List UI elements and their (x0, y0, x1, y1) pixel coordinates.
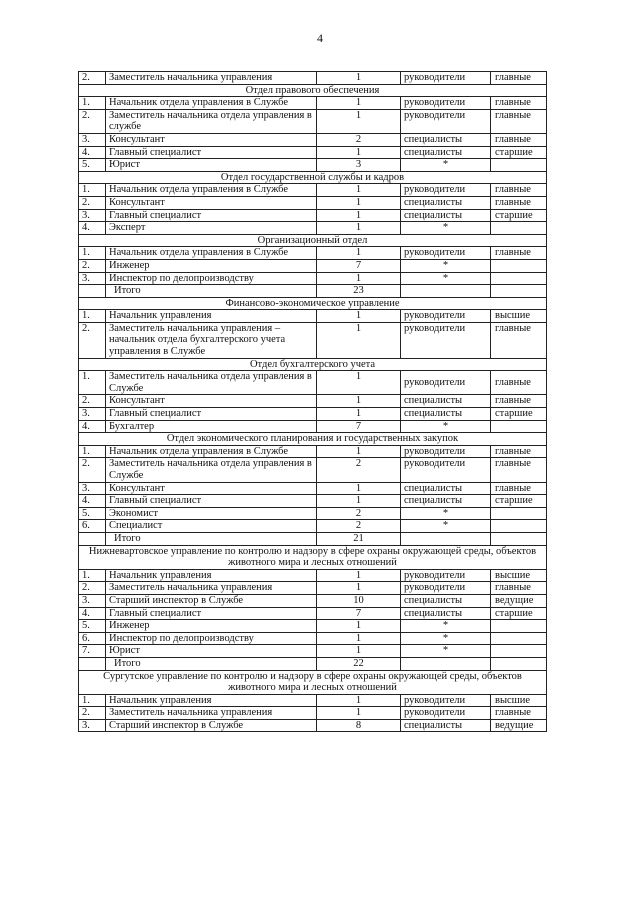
row-number: 4. (79, 495, 106, 508)
row-number: 2. (79, 582, 106, 595)
position-row (79, 97, 547, 110)
position-count: 2 (317, 133, 401, 146)
row-number: 2. (79, 395, 106, 408)
position-row (79, 184, 547, 197)
position-group (491, 159, 547, 172)
position-name: Главный специалист (106, 408, 317, 421)
department-title: Сургутское управление по контролю и надзору в сфере охраны окружающей среды, объектов животного мира и лесных отношений (79, 670, 547, 694)
position-category: * (401, 420, 491, 433)
position-row (79, 196, 547, 209)
position-name: Начальник управления (106, 569, 317, 582)
position-name: Консультант (106, 196, 317, 209)
category-cell (401, 285, 491, 298)
position-count: 3 (317, 159, 401, 172)
position-category: руководители (401, 184, 491, 197)
position-name: Экономист (106, 507, 317, 520)
position-group: главные (491, 133, 547, 146)
position-category: * (401, 520, 491, 533)
row-number: 5. (79, 620, 106, 633)
position-count: 1 (317, 322, 401, 358)
row-number: 3. (79, 719, 106, 732)
position-category: руководители (401, 707, 491, 720)
row-number: 4. (79, 420, 106, 433)
position-group: главные (491, 109, 547, 133)
position-group (491, 420, 547, 433)
position-row (79, 594, 547, 607)
position-category: руководители (401, 569, 491, 582)
position-category: специалисты (401, 408, 491, 421)
department-title: Организационный отдел (79, 234, 547, 247)
position-category: руководители (401, 445, 491, 458)
position-category: * (401, 645, 491, 658)
position-row (79, 458, 547, 482)
row-number: 2. (79, 72, 106, 85)
department-header-row (79, 358, 547, 371)
row-number-cell (79, 285, 106, 298)
position-count: 1 (317, 395, 401, 408)
row-number: 2. (79, 322, 106, 358)
position-count: 1 (317, 146, 401, 159)
position-name: Заместитель начальника управления (106, 707, 317, 720)
position-group (491, 520, 547, 533)
position-name: Специалист (106, 520, 317, 533)
position-row (79, 420, 547, 433)
position-name: Эксперт (106, 222, 317, 235)
position-row (79, 495, 547, 508)
row-number: 4. (79, 146, 106, 159)
position-group: высшие (491, 569, 547, 582)
position-category: руководители (401, 247, 491, 260)
position-count: 1 (317, 694, 401, 707)
row-number: 1. (79, 569, 106, 582)
row-number: 1. (79, 445, 106, 458)
position-category: руководители (401, 322, 491, 358)
row-number: 6. (79, 520, 106, 533)
row-number: 1. (79, 694, 106, 707)
position-row (79, 569, 547, 582)
position-name: Заместитель начальника управления (106, 582, 317, 595)
row-number: 2. (79, 707, 106, 720)
total-label: Итого (106, 285, 317, 298)
position-group: главные (491, 97, 547, 110)
position-row (79, 222, 547, 235)
position-row (79, 408, 547, 421)
department-header-row (79, 234, 547, 247)
position-name: Заместитель начальника управления (106, 72, 317, 85)
position-row (79, 72, 547, 85)
department-header-row (79, 545, 547, 569)
position-row (79, 209, 547, 222)
row-number-cell (79, 532, 106, 545)
position-group: главные (491, 72, 547, 85)
position-category: специалисты (401, 133, 491, 146)
position-group: главные (491, 458, 547, 482)
position-category: * (401, 620, 491, 633)
position-group (491, 645, 547, 658)
row-number: 3. (79, 133, 106, 146)
position-name: Инженер (106, 620, 317, 633)
position-count: 1 (317, 196, 401, 209)
position-group (491, 632, 547, 645)
department-title: Отдел бухгалтерского учета (79, 358, 547, 371)
row-number: 1. (79, 310, 106, 323)
position-row (79, 322, 547, 358)
position-count: 2 (317, 458, 401, 482)
position-count: 2 (317, 507, 401, 520)
position-category: руководители (401, 97, 491, 110)
position-name: Старший инспектор в Службе (106, 594, 317, 607)
position-row (79, 259, 547, 272)
position-count: 1 (317, 707, 401, 720)
department-title: Отдел экономического планирования и государственных закупок (79, 433, 547, 446)
total-count: 22 (317, 657, 401, 670)
position-row (79, 146, 547, 159)
position-count: 1 (317, 645, 401, 658)
position-name: Начальник отдела управления в Службе (106, 184, 317, 197)
position-category: руководители (401, 458, 491, 482)
position-name: Инспектор по делопроизводству (106, 632, 317, 645)
department-title: Отдел правового обеспечения (79, 84, 547, 97)
position-group: старшие (491, 495, 547, 508)
position-row (79, 482, 547, 495)
row-number: 2. (79, 458, 106, 482)
position-category: специалисты (401, 719, 491, 732)
row-number: 2. (79, 196, 106, 209)
position-name: Консультант (106, 482, 317, 495)
position-count: 1 (317, 632, 401, 645)
position-name: Консультант (106, 395, 317, 408)
group-cell (491, 657, 547, 670)
position-name: Главный специалист (106, 209, 317, 222)
total-label: Итого (106, 532, 317, 545)
position-group: главные (491, 322, 547, 358)
position-count: 1 (317, 408, 401, 421)
position-category: * (401, 222, 491, 235)
position-group: главные (491, 582, 547, 595)
position-group: главные (491, 482, 547, 495)
row-number: 4. (79, 607, 106, 620)
position-group: старшие (491, 209, 547, 222)
position-category: специалисты (401, 146, 491, 159)
position-count: 1 (317, 72, 401, 85)
position-group: главные (491, 247, 547, 260)
position-count: 2 (317, 520, 401, 533)
position-name: Старший инспектор в Службе (106, 719, 317, 732)
position-name: Главный специалист (106, 607, 317, 620)
category-cell (401, 657, 491, 670)
row-number: 5. (79, 159, 106, 172)
position-group: старшие (491, 146, 547, 159)
position-row (79, 582, 547, 595)
position-group (491, 259, 547, 272)
position-group: высшие (491, 310, 547, 323)
department-header-row (79, 171, 547, 184)
position-category: * (401, 272, 491, 285)
row-number: 3. (79, 594, 106, 607)
position-row (79, 247, 547, 260)
row-number: 5. (79, 507, 106, 520)
position-group: старшие (491, 607, 547, 620)
row-number: 1. (79, 247, 106, 260)
position-count: 1 (317, 371, 401, 395)
position-group: главные (491, 371, 547, 395)
row-number: 7. (79, 645, 106, 658)
position-row (79, 520, 547, 533)
position-row (79, 133, 547, 146)
total-count: 21 (317, 532, 401, 545)
position-count: 1 (317, 209, 401, 222)
position-name: Главный специалист (106, 146, 317, 159)
position-name: Заместитель начальника отдела управления в Службе (106, 371, 317, 395)
position-name: Начальник отдела управления в Службе (106, 247, 317, 260)
position-count: 7 (317, 420, 401, 433)
department-header-row (79, 297, 547, 310)
position-row (79, 395, 547, 408)
position-row (79, 159, 547, 172)
position-count: 1 (317, 109, 401, 133)
position-row (79, 694, 547, 707)
position-group: ведущие (491, 594, 547, 607)
position-row (79, 272, 547, 285)
position-name: Бухгалтер (106, 420, 317, 433)
row-number: 3. (79, 272, 106, 285)
group-cell (491, 532, 547, 545)
category-cell (401, 532, 491, 545)
position-category: руководители (401, 582, 491, 595)
position-category: руководители (401, 109, 491, 133)
row-number: 1. (79, 184, 106, 197)
position-category: специалисты (401, 594, 491, 607)
position-row (79, 507, 547, 520)
position-row (79, 371, 547, 395)
position-category: руководители (401, 371, 491, 395)
position-count: 10 (317, 594, 401, 607)
total-row (79, 657, 547, 670)
position-name: Консультант (106, 133, 317, 146)
position-count: 8 (317, 719, 401, 732)
position-category: * (401, 259, 491, 272)
row-number: 1. (79, 97, 106, 110)
position-row (79, 707, 547, 720)
position-category: * (401, 159, 491, 172)
row-number: 3. (79, 482, 106, 495)
position-name: Инженер (106, 259, 317, 272)
position-group (491, 507, 547, 520)
position-name: Юрист (106, 645, 317, 658)
position-category: специалисты (401, 196, 491, 209)
group-cell (491, 285, 547, 298)
staffing-table (78, 71, 547, 732)
position-group: ведущие (491, 719, 547, 732)
position-category: руководители (401, 72, 491, 85)
position-row (79, 607, 547, 620)
position-category: специалисты (401, 607, 491, 620)
position-name: Начальник управления (106, 310, 317, 323)
position-group: главные (491, 445, 547, 458)
position-group (491, 620, 547, 633)
position-count: 1 (317, 247, 401, 260)
position-count: 1 (317, 445, 401, 458)
department-title: Финансово-экономическое управление (79, 297, 547, 310)
department-title: Отдел государственной службы и кадров (79, 171, 547, 184)
position-count: 1 (317, 184, 401, 197)
position-count: 7 (317, 259, 401, 272)
position-name: Заместитель начальника управления – начальник отдела бухгалтерского учета управления в Службе (106, 322, 317, 358)
position-category: * (401, 507, 491, 520)
position-category: специалисты (401, 395, 491, 408)
position-name: Заместитель начальника отдела управления в Службе (106, 458, 317, 482)
position-row (79, 620, 547, 633)
total-count: 23 (317, 285, 401, 298)
position-row (79, 645, 547, 658)
position-count: 1 (317, 482, 401, 495)
position-count: 1 (317, 620, 401, 633)
position-name: Начальник отдела управления в Службе (106, 445, 317, 458)
position-count: 7 (317, 607, 401, 620)
row-number: 2. (79, 259, 106, 272)
position-name: Начальник отдела управления в Службе (106, 97, 317, 110)
position-name: Начальник управления (106, 694, 317, 707)
position-category: специалисты (401, 482, 491, 495)
row-number: 1. (79, 371, 106, 395)
position-count: 1 (317, 222, 401, 235)
row-number: 3. (79, 408, 106, 421)
position-row (79, 109, 547, 133)
position-group: главные (491, 707, 547, 720)
position-name: Заместитель начальника отдела управления в службе (106, 109, 317, 133)
position-count: 1 (317, 582, 401, 595)
department-header-row (79, 84, 547, 97)
department-header-row (79, 433, 547, 446)
position-group: высшие (491, 694, 547, 707)
position-category: специалисты (401, 209, 491, 222)
position-count: 1 (317, 495, 401, 508)
row-number: 3. (79, 209, 106, 222)
position-name: Главный специалист (106, 495, 317, 508)
position-name: Юрист (106, 159, 317, 172)
position-row (79, 719, 547, 732)
position-name: Инспектор по делопроизводству (106, 272, 317, 285)
position-group: главные (491, 184, 547, 197)
position-count: 1 (317, 272, 401, 285)
position-category: специалисты (401, 495, 491, 508)
position-category: руководители (401, 310, 491, 323)
position-category: * (401, 632, 491, 645)
row-number: 2. (79, 109, 106, 133)
position-group: главные (491, 395, 547, 408)
total-label: Итого (106, 657, 317, 670)
row-number: 6. (79, 632, 106, 645)
staffing-table-body (79, 72, 547, 732)
position-group (491, 222, 547, 235)
position-row (79, 632, 547, 645)
position-row (79, 310, 547, 323)
row-number: 4. (79, 222, 106, 235)
total-row (79, 285, 547, 298)
position-group: старшие (491, 408, 547, 421)
position-row (79, 445, 547, 458)
position-category: руководители (401, 694, 491, 707)
position-count: 1 (317, 569, 401, 582)
position-group (491, 272, 547, 285)
department-header-row (79, 670, 547, 694)
position-count: 1 (317, 310, 401, 323)
department-title: Нижневартовское управление по контролю и надзору в сфере охраны окружающей среды, объектов животного мира и лесных отношений (79, 545, 547, 569)
position-group: главные (491, 196, 547, 209)
total-row (79, 532, 547, 545)
position-count: 1 (317, 97, 401, 110)
page-number: 4 (317, 31, 323, 45)
row-number-cell (79, 657, 106, 670)
